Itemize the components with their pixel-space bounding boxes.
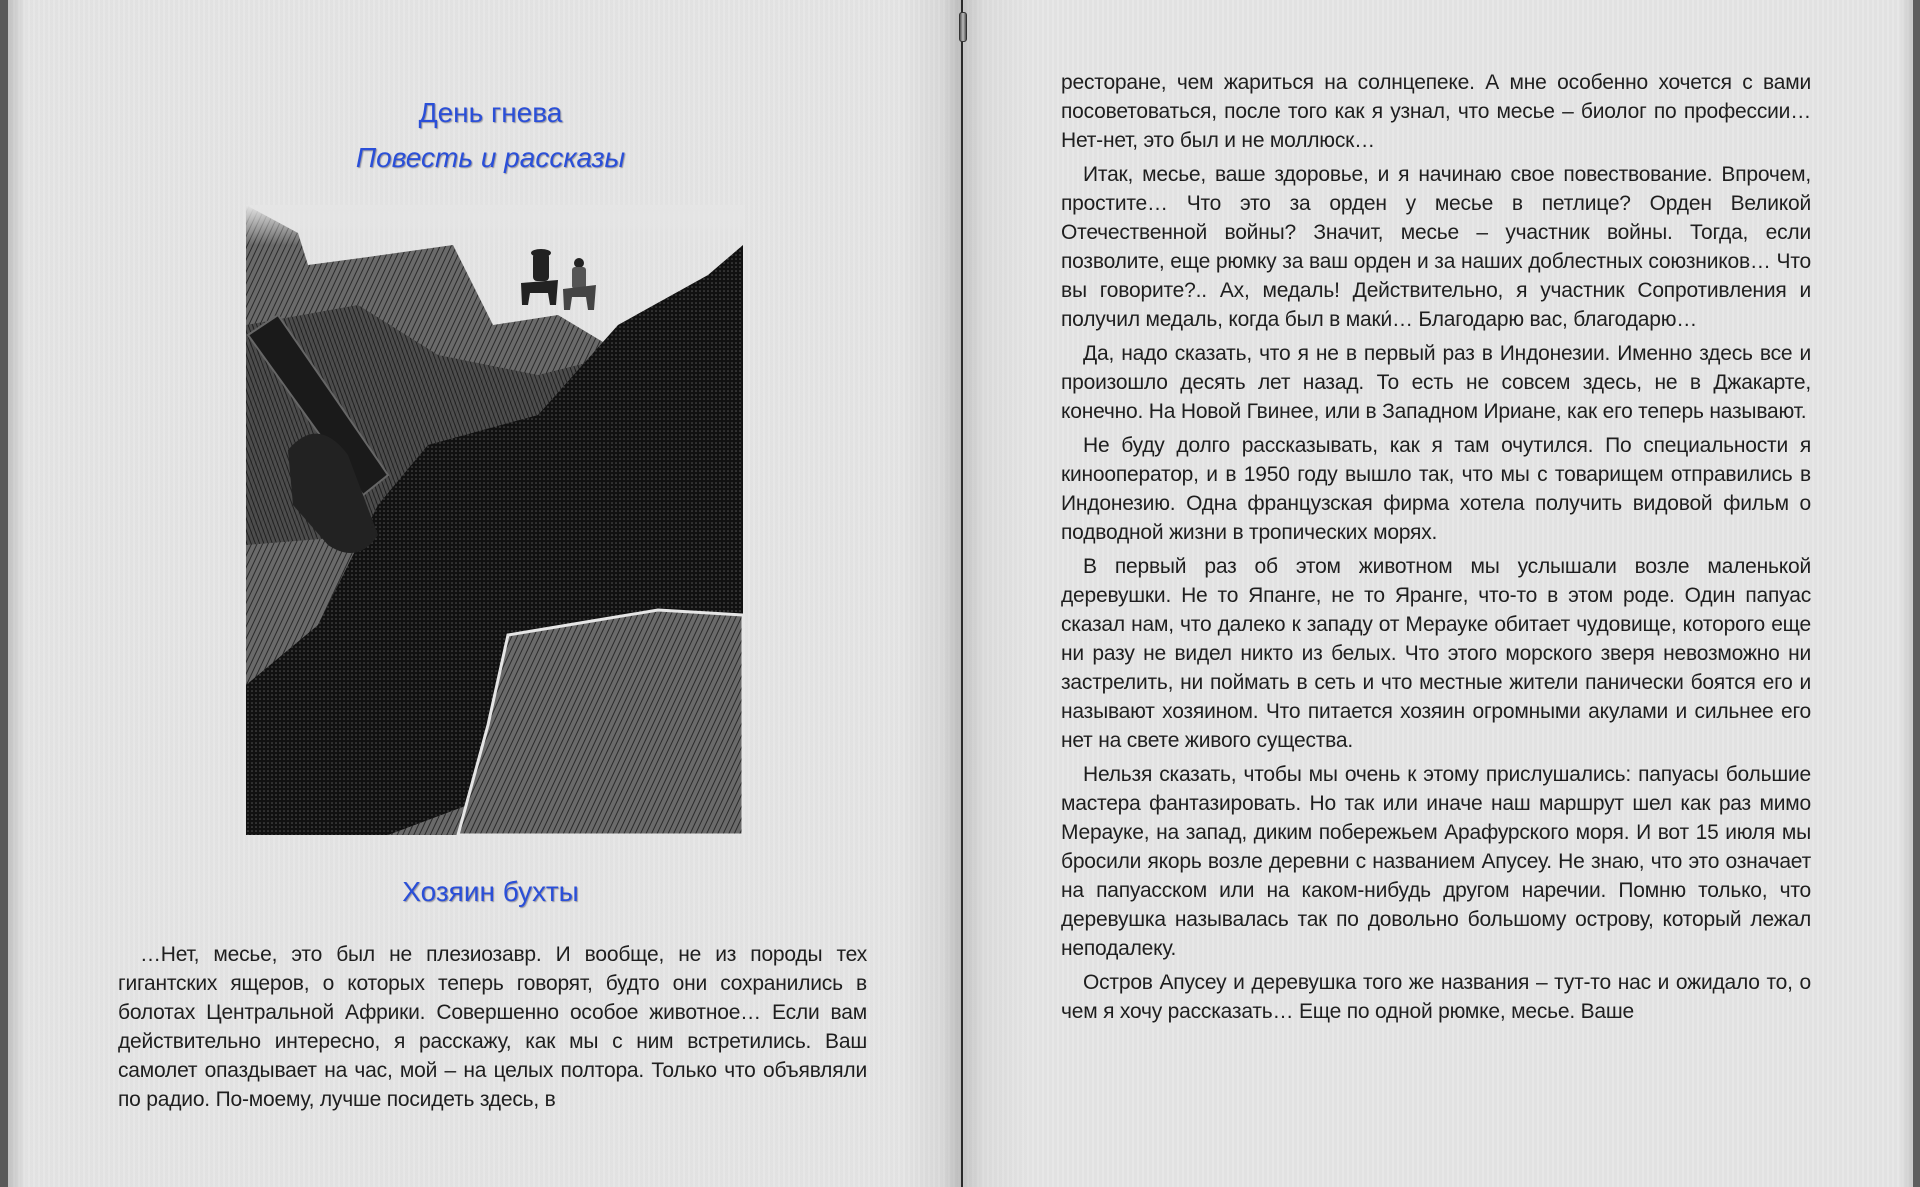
paragraph: Не буду долго рассказывать, как я там очутился. По специальности я кинооператор, и в 1950 году вышло так, что мы с товарищем отправились в Индонезию. Одна французская фирма хотела получить видовой фильм о подводной жизни в тропических морях. (1061, 434, 1811, 544)
illustration (238, 205, 743, 835)
paragraph: Нельзя сказать, чтобы мы очень к этому прислушались: папуасы большие мастера фантазировать. Но так или иначе наш маршрут шел как раз мимо Мерауке, на запад, диким побережьем Арафурского моря. И вот 15 июля мы бросили якорь возле деревни с названием Апусеу. Не знаю, что это означает на папуасском или на каком-нибудь другом наречии. Помню только, что деревушка называлась так по довольно большому острову, который лежал неподалеку. (1061, 763, 1811, 960)
book-title: День гнева (418, 97, 563, 128)
book-spine (961, 0, 963, 1187)
story-title: Хозяин бухты (402, 876, 579, 907)
paragraph: …Нет, месье, это был не плезиозавр. И вообще, не из породы тех гигантских ящеров, о которых теперь говорят, будто они сохранились в болотах Центральной Африки. Совершенно особое животное… Если вам действительно интересно, я расскажу, как мы с ним встретились. Ваш самолет опаздывает на час, мой – на целых полтора. Только что объявляли по радио. По-моему, лучше посидеть здесь, в (118, 943, 867, 1111)
paragraph: Итак, месье, ваше здоровье, и я начинаю свое повествование. Впрочем, простите… Что это за орден у месье в петлице? Орден Великой Отечественной войны? Значит, месье – участник войны. Тогда, если позволите, еще рюмку за ваш орден и за наших доблестных союзников… Что вы говорите?.. Ах, медаль! Действительно, я участник Сопротивления и получил медаль, когда был в маки́… Благодарю вас, благодарю… (1061, 163, 1811, 331)
paragraph: Остров Апусеу и деревушка того же названия – тут-то нас и ожидало то, о чем я хочу рассказать… Еще по одной рюмке, месье. Ваше (1061, 971, 1811, 1023)
right-page-text (1061, 68, 1811, 1031)
paragraph: ресторане, чем жариться на солнцепеке. А мне особенно хочется с вами посоветоваться, после того как я узнал, что месье – биолог по профессии… Нет-нет, это был и не моллюск… (1061, 71, 1811, 152)
right-page[interactable] (962, 0, 1920, 1187)
paragraph: Да, надо сказать, что я не в первый раз в Индонезии. Именно здесь все и произошло десять лет назад. То есть не совсем здесь, не в Джакарте, конечно. На Новой Гвинее, или в Западном Ириане, как его теперь называют. (1061, 342, 1811, 423)
book-subtitle: Повесть и рассказы (355, 142, 626, 173)
bookmark-handle[interactable] (959, 12, 967, 42)
paragraph: В первый раз об этом животном мы услышали возле маленькой деревушки. Не то Япанге, не то Яранге, что-то в этом роде. Один папуас сказал нам, что далеко к западу от Мерауке обитает чудовище, которого еще ни разу не видел никто из белых. Что этого морского зверя невозможно ни застрелить, ни поймать в сеть и что местные жители панически боятся его и называют хозяином. Что питается хозяин огромными акулами и сильнее его нет на свете живого существа. (1061, 555, 1811, 752)
left-page-text (118, 940, 867, 1119)
riders (521, 249, 596, 310)
